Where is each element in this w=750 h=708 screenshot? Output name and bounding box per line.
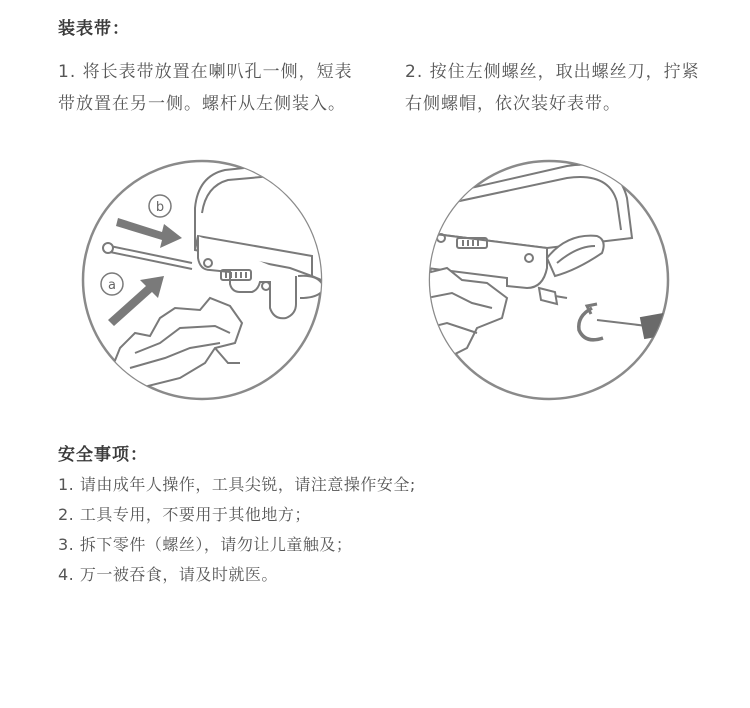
safety-item: 2. 工具专用，不要用于其他地方；: [58, 505, 311, 524]
install-step-2: 2. 按住左侧螺丝，取出螺丝刀，拧紧右侧螺帽，依次装好表带。: [405, 62, 700, 114]
watch-body: [427, 165, 632, 248]
safety-item: 3. 拆下零件（螺丝），请勿让儿童触及；: [58, 535, 353, 554]
strap-insert-illustration: [80, 158, 324, 402]
safety-item: 4. 万一被吞食，请及时就医。: [58, 565, 278, 584]
label-b: b: [155, 200, 165, 215]
strap-insert-svg: [80, 158, 324, 402]
screw-tighten-svg: [427, 158, 671, 402]
install-step-1: 1. 将长表带放置在喇叭孔一侧，短表带放置在另一侧。螺杆从左侧装入。: [58, 62, 353, 114]
screw-tighten-illustration: [427, 158, 671, 402]
label-a: a: [108, 278, 116, 293]
safety-list: [58, 470, 416, 590]
install-title: 装表带：: [58, 19, 130, 39]
safety-item: 1. 请由成年人操作，工具尖锐，请注意操作安全;: [58, 475, 416, 494]
safety-title: 安全事项：: [58, 445, 148, 465]
